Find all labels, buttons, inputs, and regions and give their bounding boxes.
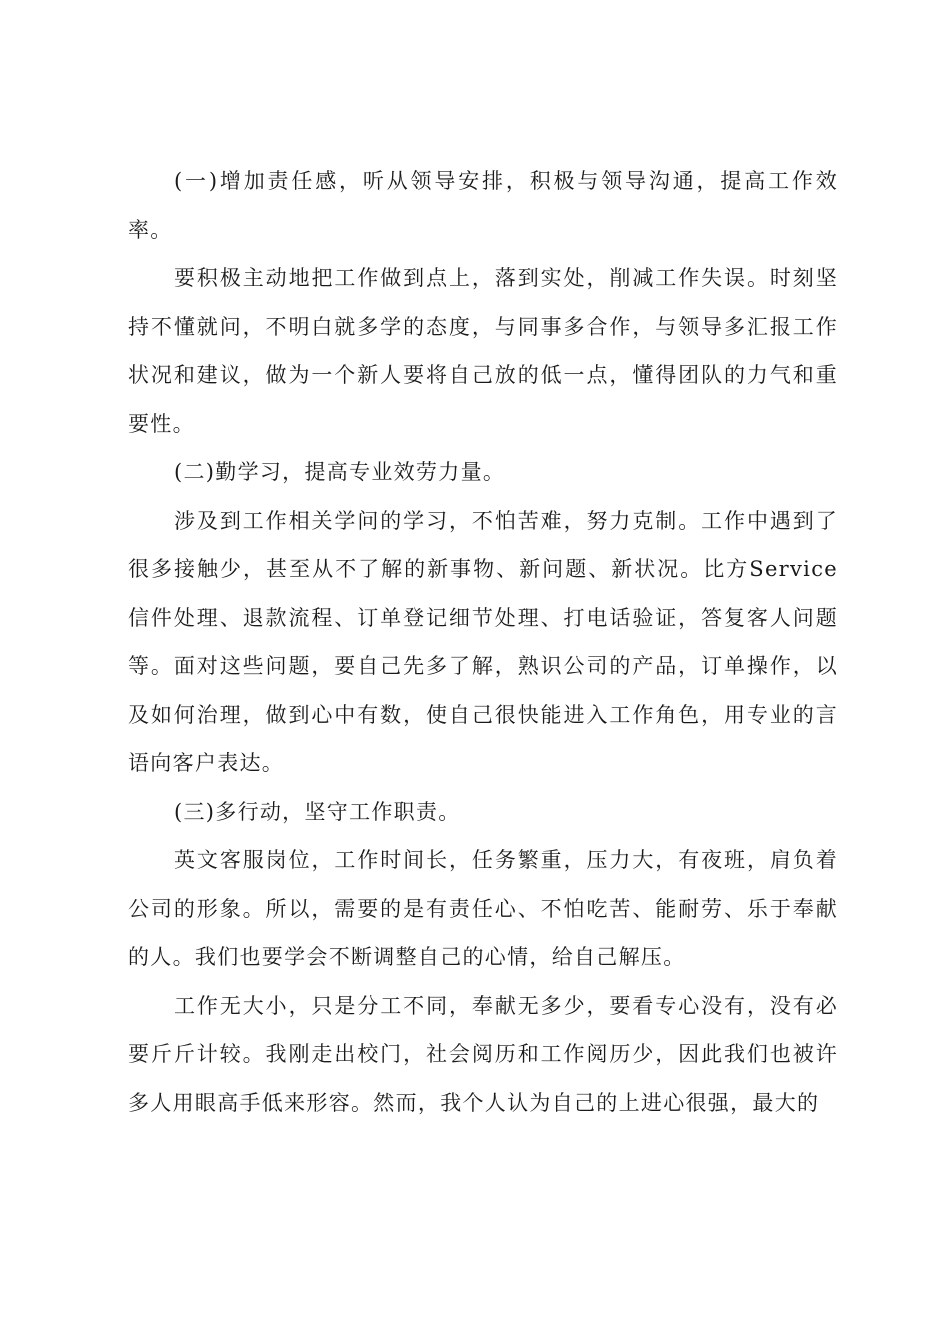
paragraph: 英文客服岗位，工作时间长，任务繁重，压力大，有夜班，肩负着公司的形象。所以，需要的是有责任心、不怕吃苦、能耐劳、乐于奉献的人。我们也要学会不断调整自己的心情，给自己解压。 (128, 848, 838, 969)
paragraph: 涉及到工作相关学问的学习，不怕苦难，努力克制。工作中遇到了很多接触少，甚至从不了解的新事物、新问题、新状况。比方Service信件处理、退款流程、订单登记细节处理、打电话验证，答复客人问题等。面对这些问题，要自己先多了解，熟识公司的产品，订单操作，以及如何治理，做到心中有数，使自己很快能进入工作角色，用专业的言语向客户表达。 (128, 508, 838, 775)
section-heading-2: (二)勤学习，提高专业效劳力量。 (174, 460, 506, 484)
paragraph: 要积极主动地把工作做到点上，落到实处，削减工作失误。时刻坚持不懂就问，不明白就多学的态度，与同事多合作，与领导多汇报工作状况和建议，做为一个新人要将自己放的低一点，懂得团队的力气和重要性。 (128, 266, 838, 436)
document-body (128, 157, 838, 1127)
section-heading-1: (一)增加责任感，听从领导安排，积极与领导沟通，提高工作效率。 (128, 169, 838, 242)
paragraph: 工作无大小，只是分工不同，奉献无多少，要看专心没有，没有必要斤斤计较。我刚走出校门，社会阅历和工作阅历少，因此我们也被许多人用眼高手低来形容。然而，我个人认为自己的上进心很强，最大的 (128, 993, 838, 1115)
section-heading-3: (三)多行动，坚守工作职责。 (174, 799, 461, 824)
